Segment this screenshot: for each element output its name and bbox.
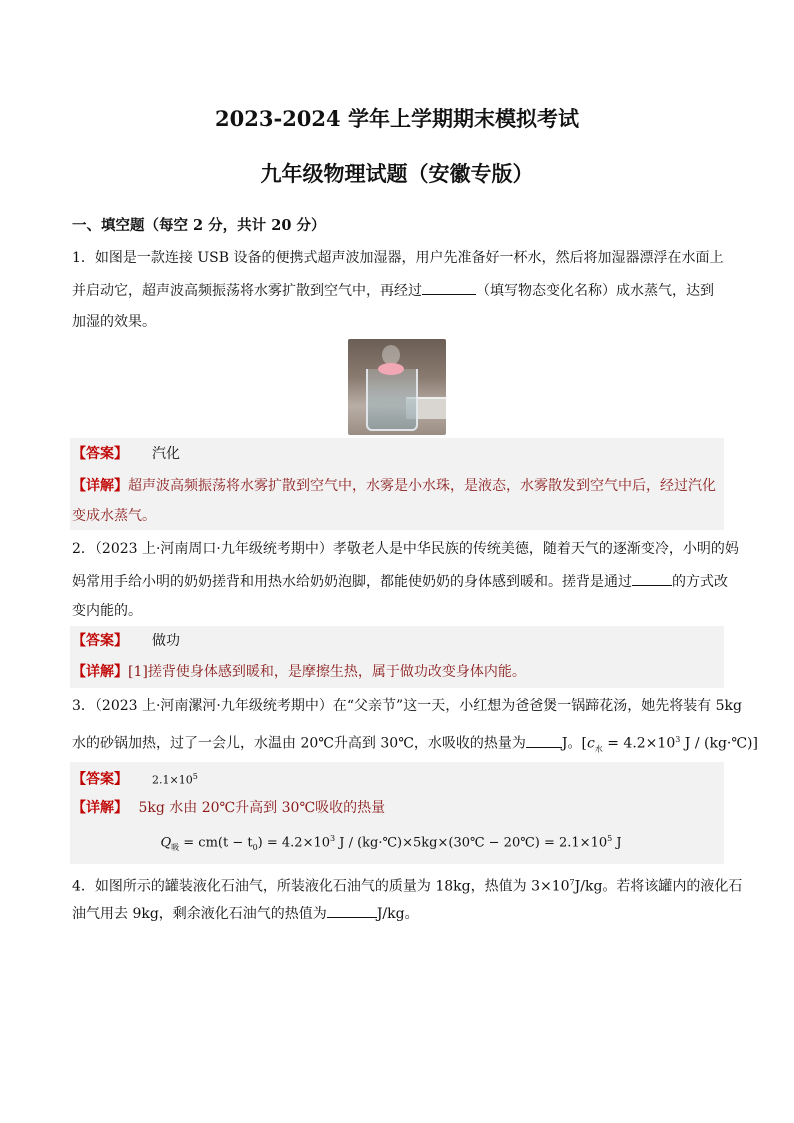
mist-shape [382, 345, 400, 365]
q2-answer-box [70, 626, 724, 656]
q2-text-b: 的方式改 [672, 574, 728, 590]
q2-text-a: 妈常用手给小明的奶奶搓背和用热水给奶奶泡脚，都能使奶奶的身体感到暖和。搓背是通过 [72, 574, 632, 590]
q4-text-d: J/kg。 [376, 906, 419, 922]
q3-answer-base: 2.1×10 [152, 773, 193, 787]
q4-answer-blank [327, 903, 377, 918]
formula-t0-subscript: 0 [252, 842, 258, 852]
formula-q-subscript: 吸 [171, 842, 180, 852]
q3-explain-tag: 【详解】 [72, 800, 128, 816]
formula-part1: = cm(t − t [179, 835, 253, 851]
q4-text-c: 油气用去 9kg，剩余液化石油气的热值为 [72, 906, 327, 922]
c-subscript: 水 [594, 744, 603, 754]
formula-part4: J [612, 835, 622, 851]
q4-text-line2 [72, 903, 724, 924]
q2-explain-tag: 【详解】 [72, 664, 128, 680]
formula-part2: ) = 4.2×10 [257, 835, 331, 851]
q2-text-line1: 2．（2023 上·河南周口·九年级统考期中）孝敬老人是中华民族的传统美德，随着天气的逐渐变冷，小明的妈 [72, 541, 739, 557]
q3-answer-exponent: 5 [192, 772, 198, 781]
c-unit: J / (kg·℃)] [680, 735, 758, 752]
c-value: = 4.2×10 [602, 735, 676, 752]
formula-part3: J / (kg·℃)×5kg×(30℃ − 20℃) = 2.1×10 [335, 835, 608, 851]
q2-text-line2 [72, 571, 728, 592]
q3-text-a: 水的砂锅加热，过了一会儿，水温由 20℃升高到 30℃，水吸收的热量为 [72, 735, 526, 752]
exam-subtitle: 九年级物理试题（安徽专版） [260, 161, 534, 186]
q2-explain-line1: [1]搓背使身体感到暖和，是摩擦生热，属于做功改变身体内能。 [128, 664, 526, 680]
q3-answer-box [70, 762, 724, 792]
c-exponent: 3 [675, 735, 681, 744]
q1-answer-box [70, 438, 724, 470]
formula-exponent1: 3 [330, 834, 336, 843]
q1-explain-box [70, 470, 724, 530]
q1-text-line2 [72, 280, 724, 301]
q3-text-b: J。[ [561, 735, 587, 752]
q3-answer-blank [526, 733, 562, 748]
q1-answer-blank [422, 280, 476, 295]
q1-explain-line1: 超声波高频振荡将水雾扩散到空气中，水雾是小水珠，是液态，水雾散发到空气中后，经过汽化 [128, 478, 716, 494]
formula-q-symbol: Q [160, 835, 172, 851]
q1-text-line3: 加湿的效果。 [72, 314, 156, 330]
formula-exponent2: 5 [607, 834, 613, 843]
q2-answer-blank [632, 571, 672, 586]
q1-text-b: （填写物态变化名称）成水蒸气，达到 [476, 283, 714, 299]
q1-text-a: 并启动它，超声波高频振荡将水雾扩散到空气中，再经过 [72, 283, 422, 299]
q2-answer: 做功 [152, 633, 180, 649]
q1-text-line1: 1．如图是一款连接 USB 设备的便携式超声波加湿器，用户先准备好一杯水，然后将加湿器漂浮在水面上 [72, 250, 724, 266]
q3-text-line1: 3．（2023 上·河南漯河·九年级统考期中）在“父亲节”这一天，小红想为爸爸煲一锅蹄花汤，她先将装有 5kg [72, 698, 743, 714]
q2-explain-box [70, 656, 724, 688]
q2-answer-tag: 【答案】 [72, 633, 128, 649]
q3-explain-box [70, 792, 724, 864]
q4-exponent: 7 [569, 878, 575, 887]
humidifier-disk-shape [378, 363, 404, 375]
q4-text-a: 4．如图所示的罐装液化石油气，所装液化石油气的质量为 18kg，热值为 3×10 [72, 878, 570, 895]
q4-text-b: J/kg。若将该罐内的液化石 [574, 878, 743, 895]
exam-title: 2023-2024 学年上学期期末模拟考试 [215, 106, 579, 131]
q3-formula [0, 834, 788, 853]
q3-text-line2 [72, 730, 758, 759]
q1-answer: 汽化 [152, 446, 180, 462]
q4-text-line1 [72, 873, 743, 897]
glass-cup-shape [366, 369, 418, 431]
q3-explain-line1: 5kg 水由 20℃升高到 30℃吸收的热量 [138, 800, 386, 816]
c-symbol: c [586, 735, 595, 752]
q2-text-line3: 变内能的。 [72, 603, 142, 619]
humidifier-cup-photo [348, 339, 446, 435]
q1-answer-tag: 【答案】 [72, 446, 128, 462]
q3-answer-tag: 【答案】 [72, 771, 128, 788]
section-heading: 一、填空题（每空 2 分，共计 20 分） [72, 217, 326, 234]
q1-explain-tag: 【详解】 [72, 478, 128, 494]
q1-explain-line2: 变成水蒸气。 [72, 508, 156, 524]
